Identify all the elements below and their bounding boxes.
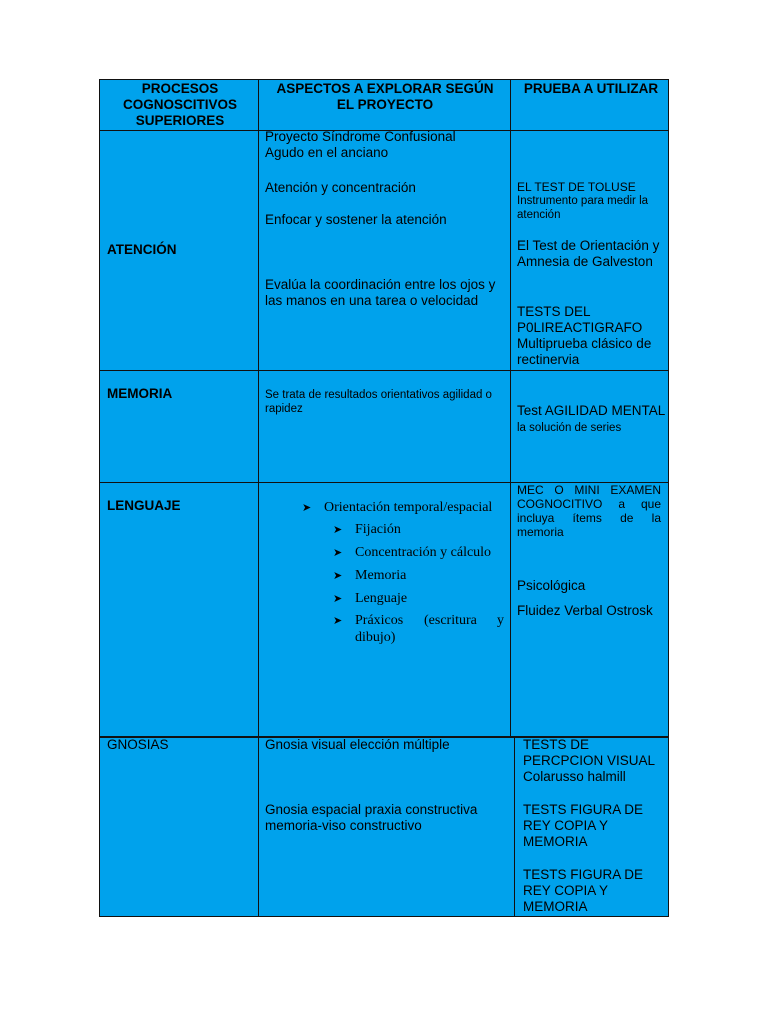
bullet-arrow-icon: ➤ xyxy=(333,523,343,536)
header-prueba: PRUEBA A UTILIZAR xyxy=(523,81,659,96)
header-aspectos: ASPECTOS A EXPLORAR SEGÚN EL PROYECTO xyxy=(276,81,494,112)
column-divider-2-lower xyxy=(514,737,515,916)
lenguaje-test-mec: MEC O MINI EXAMEN COGNOCITIVO a que incluya ítems de la memoria xyxy=(517,483,661,539)
lenguaje-item-praxicos: Práxicos xyxy=(355,613,404,628)
bullet-arrow-icon: ➤ xyxy=(333,546,343,559)
memoria-test-desc: la solución de series xyxy=(517,422,622,434)
bullet-arrow-icon: ➤ xyxy=(302,501,312,514)
lenguaje-item-lenguaje: Lenguaje xyxy=(355,591,408,606)
gnosias-aspect-visual: Gnosia visual elección múltiple xyxy=(265,737,450,752)
atencion-aspect-concentracion: Atención y concentración xyxy=(265,180,416,195)
memoria-test xyxy=(517,403,667,435)
lenguaje-item-dibujo: dibujo) xyxy=(355,630,396,645)
row-divider-atencion xyxy=(100,370,668,371)
row-label-atencion: ATENCIÓN xyxy=(107,242,177,257)
atencion-aspect-enfocar: Enfocar y sostener la atención xyxy=(265,212,447,227)
gnosias-test-figura-rey-1: TESTS FIGURA DE REY COPIA Y MEMORIA xyxy=(523,802,644,849)
column-divider-2 xyxy=(510,80,511,736)
atencion-test-toluse-desc: Instrumento para medir la atención xyxy=(517,195,649,221)
memoria-aspect: Se trata de resultados orientativos agilidad o rapidez xyxy=(265,389,492,415)
row-label-memoria: MEMORIA xyxy=(107,386,173,401)
atencion-aspect-project: Proyecto Síndrome Confusional Agudo en el anciano xyxy=(265,129,456,160)
lenguaje-item-y: y xyxy=(497,613,504,628)
column-divider-1 xyxy=(258,80,259,916)
gnosias-test-percepcion-desc: Colarusso halmill xyxy=(523,769,626,784)
gnosias-test-figura-rey-2: TESTS FIGURA DE REY COPIA Y MEMORIA xyxy=(523,867,644,914)
header-procesos: PROCESOS COGNOSCITIVOS SUPERIORES xyxy=(122,81,237,128)
gnosias-aspect-espacial: Gnosia espacial praxia constructiva memoria-viso constructivo xyxy=(265,802,478,833)
cognitive-processes-table xyxy=(99,79,669,917)
lenguaje-item-fijacion: Fijación xyxy=(355,522,401,537)
atencion-test-polireactigrafo-desc: Multiprueba clásico de rectinervia xyxy=(517,336,652,367)
lenguaje-test-fluidez: Fluidez Verbal Ostrosk xyxy=(517,603,653,618)
lenguaje-test-psicologica: Psicológica xyxy=(517,578,586,593)
gnosias-test-percepcion-title: TESTS DE PERCPCION VISUAL xyxy=(523,737,656,768)
row-label-gnosias: GNOSIAS xyxy=(107,737,169,752)
memoria-test-title: Test AGILIDAD MENTAL xyxy=(517,403,665,418)
lenguaje-item-orientacion: Orientación temporal/espacial xyxy=(324,500,493,515)
atencion-test-galveston: El Test de Orientación y Amnesia de Galveston xyxy=(517,238,660,269)
atencion-aspect-coordinacion: Evalúa la coordinación entre los ojos y las manos en una tarea o velocidad xyxy=(265,277,496,308)
lenguaje-item-memoria: Memoria xyxy=(355,568,407,583)
bullet-arrow-icon: ➤ xyxy=(333,569,343,582)
atencion-test-polireactigrafo-title: TESTS DEL P0LIREACTIGRAFO xyxy=(517,304,643,335)
lenguaje-item-escritura: (escritura xyxy=(424,613,477,628)
bullet-arrow-icon: ➤ xyxy=(333,592,343,605)
bullet-arrow-icon: ➤ xyxy=(333,614,343,627)
atencion-test-toluse-title: EL TEST DE TOLUSE xyxy=(517,180,636,194)
row-label-lenguaje: LENGUAJE xyxy=(107,498,181,513)
lenguaje-item-concentracion: Concentración y cálculo xyxy=(355,545,492,560)
